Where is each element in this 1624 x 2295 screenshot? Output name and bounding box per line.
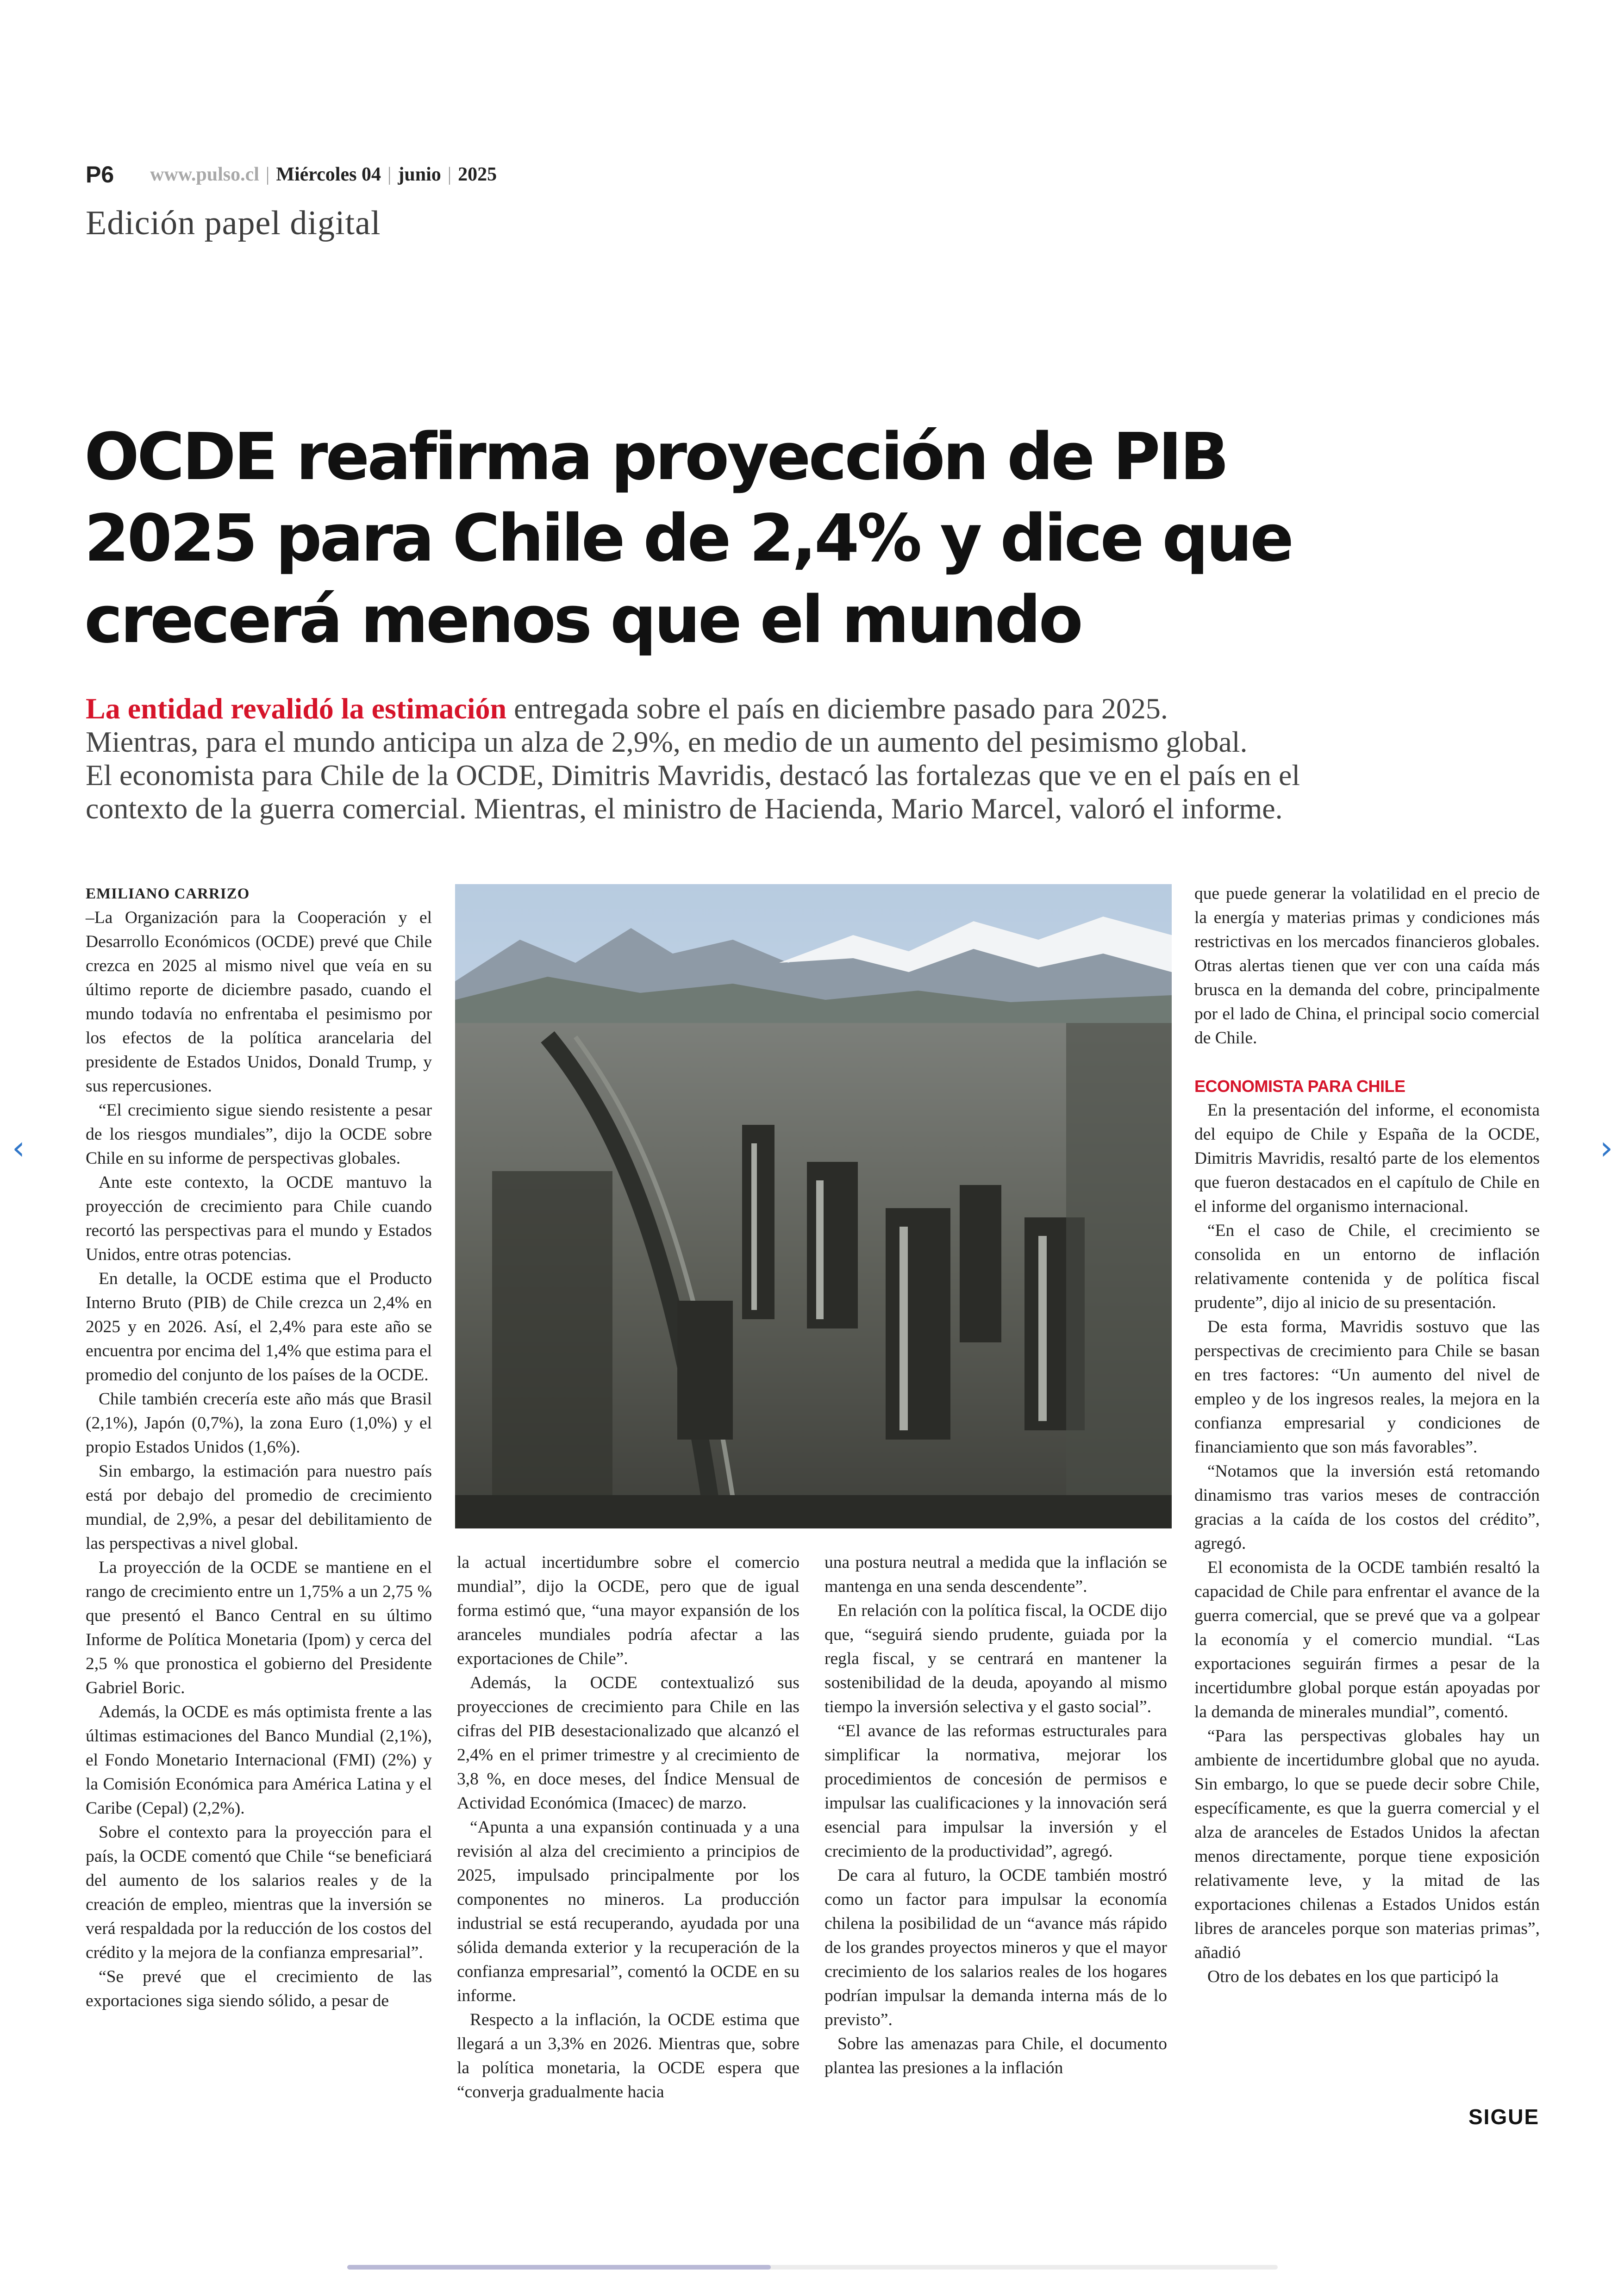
edition-label: Edición papel digital	[86, 204, 381, 242]
next-page-button[interactable]	[1593, 1125, 1620, 1171]
lead-text: entregada sobre el país en diciembre pasado para 2025.	[506, 692, 1168, 725]
page-folio	[86, 158, 497, 191]
folio-separator: |	[387, 164, 392, 185]
article-column-2	[457, 1551, 800, 2104]
paragraph: La proyección de la OCDE se mantiene en el rango de crecimiento entre un 1,75% a un 2,75 % que presentó el Banco Central en su último Informe de Política Monetaria (Ipom) y cerca del 2,5 % que pronostica el gobierno del Presidente Gabriel Boric.	[86, 1558, 432, 1697]
paragraph: En detalle, la OCDE estima que el Producto Interno Bruto (PIB) de Chile crezca un 2,4% en 2025 y en 2026. Así, el 2,4% para este año se encuentra por encima del 1,4% que estima para el promedio del conjunto de los países de la OCDE.	[86, 1269, 432, 1384]
paragraph: En relación con la política fiscal, la OCDE dijo que, “seguirá siendo prudente, guiada por la regla fiscal, y se centrará en mantener la sostenibilidad de la deuda, apoyando al mismo tiempo la inversión selectiva y el gasto social”.	[824, 1601, 1167, 1716]
article-headline	[84, 417, 1334, 661]
page-number: P6	[86, 162, 114, 187]
byline: EMILIANO CARRIZO	[86, 886, 250, 902]
santiago-aerial-illustration	[455, 884, 1172, 1528]
headline-line: 2025 para Chile de 2,4% y dice que	[84, 501, 1292, 576]
paragraph: Ante este contexto, la OCDE mantuvo la proyección de crecimiento para Chile cuando recortó las perspectivas para el mundo y Estados Unidos, entre otras potencias.	[86, 1173, 432, 1264]
section-subhead: ECONOMISTA PARA CHILE	[1194, 1077, 1405, 1096]
paragraph: la actual incertidumbre sobre el comercio mundial”, dijo la OCDE, pero que de igual forma estimó que, “una mayor expansión de los aranceles mundiales podría afectar a las exportaciones de Chile”.	[457, 1553, 800, 1668]
article-photo	[455, 884, 1172, 1528]
paragraph: una postura neutral a medida que la inflación se mantenga en una senda descendente”.	[824, 1553, 1167, 1596]
headline-line: crecerá menos que el mundo	[84, 582, 1081, 658]
paragraph: Respecto a la inflación, la OCDE estima que llegará a un 3,3% en 2026. Mientras que, sobre la política monetaria, la OCDE espera que “converja gradualmente hacia	[457, 2010, 800, 2102]
lead-line: El economista para Chile de la OCDE, Dimitris Mavridis, destacó las fortalezas que ve en el país en el	[86, 759, 1300, 792]
lead-line: contexto de la guerra comercial. Mientras, el ministro de Hacienda, Mario Marcel, valoró el informe.	[86, 792, 1283, 825]
paragraph: De esta forma, Mavridis sostuvo que las perspectivas de crecimiento para Chile se basan en tres factores: “Un aumento del nivel de empleo y de los ingresos reales, la mejora en la confianza empresarial y condiciones de financiamiento que son más favorables”.	[1194, 1317, 1540, 1457]
paragraph: Sobre el contexto para la proyección para el país, la OCDE comentó que Chile “se beneficiará del aumento de los salarios reales y de la creación de empleo, mientras que la inversión se verá respaldada por la reducción de los costos del crédito y la mejora de la confianza empresarial”.	[86, 1823, 432, 1962]
paragraph: “El avance de las reformas estructurales para simplificar la normativa, mejorar los procedimientos de concesión de permisos e impulsar las cualificaciones y la innovación será esencial para impulsar la inversión y el crecimiento de la productividad”, agregó.	[824, 1721, 1167, 1861]
article-column-1	[86, 882, 432, 2013]
paragraph: Chile también crecería este año más que Brasil (2,1%), Japón (0,7%), la zona Euro (1,0%) y el propio Estados Unidos (1,6%).	[86, 1390, 432, 1457]
folio-date-year: 2025	[458, 164, 497, 185]
paragraph: “Apunta a una expansión continuada y a una revisión al alza del crecimiento a principios de 2025, impulsado principalmente por los componentes no mineros. La producción industrial se está recuperando, ayudada por una sólida demanda exterior y la recuperación de la confianza empresarial”, comentó la OCDE en su informe.	[457, 1818, 800, 2005]
folio-separator: |	[447, 164, 452, 185]
paragraph: Además, la OCDE contextualizó sus proyecciones de crecimiento para Chile en las cifras del PIB desestacionalizado que alcanzó el 2,4% en el primer trimestre y al crecimiento de 3,8 %, en doce meses, del Índice Mensual de Actividad Económica (Imacec) de marzo.	[457, 1673, 800, 1813]
article-lead	[86, 692, 1428, 825]
paragraph: De cara al futuro, la OCDE también mostró como un factor para impulsar la economía chilena la posibilidad de un “avance más rápido de los grandes proyectos mineros y que el mayor crecimiento de los salarios reales de los hogares podrían impulsar la demanda interna más de lo previsto”.	[824, 1866, 1167, 2029]
lead-highlight: La entidad revalidó la estimación	[86, 692, 507, 725]
lead-line	[86, 692, 1428, 725]
paragraph: En la presentación del informe, el economista del equipo de Chile y España de la OCDE, Dimitris Mavridis, resaltó parte de los elementos que fueron destacados en el capítulo de Chile en el informe del organismo internacional.	[1194, 1101, 1540, 1216]
paragraph: El economista de la OCDE también resaltó la capacidad de Chile para enfrentar el avance de la guerra comercial, que se prevé que va a golpear la economía y el comercio mundial. “Las exportaciones seguirán firmes a pesar de la incertidumbre global porque están apoyadas por la demanda de minerales mundial”, comentó.	[1194, 1558, 1540, 1721]
chevron-right-icon: ›	[1600, 1129, 1613, 1167]
headline-line: OCDE reafirma proyección de PIB	[84, 419, 1227, 495]
paragraph: “Para las perspectivas globales hay un ambiente de incertidumbre global que no ayuda. Sin embargo, lo que se puede decir sobre Chile, específicamente, es que la guerra comercial y el alza de aranceles de Estados Unidos la afectan menos directamente, porque tiene exposición relativamente leve, y la mitad de las exportaciones chilenas a Estados Unidos están libres de aranceles porque son materias primas”, añadió	[1194, 1727, 1540, 1962]
paragraph: Además, la OCDE es más optimista frente a las últimas estimaciones del Banco Mundial (2,1%), el Fondo Monetario Internacional (FMI) (2%) y la Comisión Económica para América Latina y el Caribe (Cepal) (2,2%).	[86, 1703, 432, 1818]
folio-separator: |	[265, 164, 270, 185]
paragraph: “El crecimiento sigue siendo resistente a pesar de los riesgos mundiales”, dijo la OCDE sobre Chile en su informe de perspectivas globales.	[86, 1101, 432, 1168]
paragraph: “En el caso de Chile, el crecimiento se consolida en un entorno de inflación relativamente contenida y de política fiscal prudente”, dijo al inicio de su presentación.	[1194, 1221, 1540, 1312]
folio-date-day: Miércoles 04	[276, 164, 381, 185]
site-url: www.pulso.cl	[150, 164, 259, 185]
paragraph: Sin embargo, la estimación para nuestro país está por debajo del promedio de crecimiento mundial, de 2,9%, a pesar del debilitamiento de las perspectivas a nivel global.	[86, 1462, 432, 1553]
paragraph: Sobre las amenazas para Chile, el documento plantea las presiones a la inflación	[824, 2034, 1167, 2077]
paragraph: “Notamos que la inversión está retomando dinamismo tras varios meses de contracción gracias a la caída de los costos del crédito”, agregó.	[1194, 1462, 1540, 1553]
paragraph: –La Organización para la Cooperación y el Desarrollo Económicos (OCDE) prevé que Chile crezca en 2025 al mismo nivel que veía en su último reporte de diciembre pasado, cuando el mundo todavía no enfrentaba el pesimismo por los efectos de la política arancelaria del presidente de Estados Unidos, Donald Trump, y sus repercusiones.	[86, 908, 432, 1096]
article-column-4	[1194, 882, 1540, 1989]
continue-label: SIGUE	[1468, 2105, 1540, 2129]
previous-page-button[interactable]	[5, 1125, 32, 1171]
paragraph: que puede generar la volatilidad en el precio de la energía y materias primas y condiciones más restrictivas en los mercados financieros globales. Otras alertas tienen que ver con una caída más brusca en la demanda del cobre, principalmente por el lado de China, el principal socio comercial de Chile.	[1194, 884, 1540, 1048]
folio-date-month: junio	[398, 164, 441, 185]
paragraph: Otro de los debates en los que participó la	[1207, 1967, 1499, 1986]
lead-line: Mientras, para el mundo anticipa un alza de 2,9%, en medio de un aumento del pesimismo global.	[86, 725, 1248, 758]
article-column-3	[824, 1551, 1167, 2080]
paragraph: “Se prevé que el crecimiento de las exportaciones siga siendo sólido, a pesar de	[86, 1967, 432, 2010]
horizontal-scrollbar-thumb[interactable]	[347, 2265, 771, 2270]
chevron-left-icon: ‹	[12, 1129, 25, 1167]
